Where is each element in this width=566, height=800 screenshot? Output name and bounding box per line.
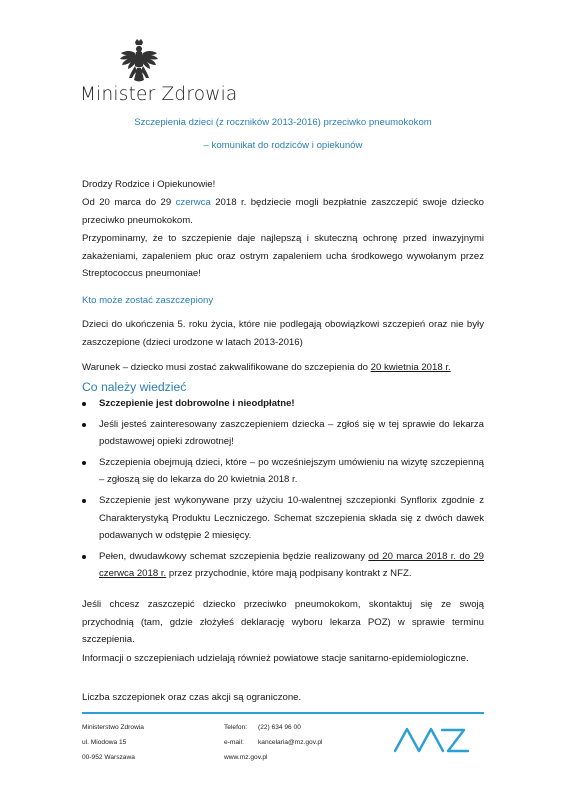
footer-labels: Telefon: e-mail: www.mz.gov.pl	[224, 720, 267, 765]
mz-logo-icon	[392, 723, 470, 755]
footer-divider	[82, 712, 484, 714]
footer-email[interactable]: kancelaria@mz.gov.pl	[258, 739, 323, 746]
intro-paragraph-1: Od 20 marca do 29 czerwca 2018 r. będziecie mogli bezpłatnie zaszczepić swoje dziecko przeciwko pneumokokom.	[82, 197, 485, 226]
closing-paragraph-2: Informacji o szczepieniach udzielają również powiatowe stacje sanitarno-epidemiologiczne.	[82, 653, 469, 664]
eagle-emblem-icon	[118, 38, 160, 86]
campaign-dates: od 20 marca 2018 r. do 29 czerwca 2018 r.	[99, 550, 484, 580]
list-item: Szczepienie jest dobrowolne i nieodpłatne!	[82, 395, 484, 413]
section-heading-who: Kto może zostać zaszczepiony	[82, 295, 214, 306]
footer-contact: (22) 634 96 00 kancelaria@mz.gov.pl	[258, 720, 322, 765]
info-list	[82, 395, 484, 583]
condition-date: 20 kwietnia 2018 r.	[370, 362, 451, 373]
list-item: Jeśli jesteś zainteresowany zaszczepieniem dziecka – zgłoś się w tej sprawie do lekarza podstawowej opieki zdrowotnej!	[82, 416, 484, 451]
closing-paragraph-1: Jeśli chcesz zaszczepić dziecko przeciwko pneumokokom, skontaktuj się ze swoją przychodnią (tam, gdzie złożyłeś deklarację wyboru lekarza POZ) w sprawie terminu szczepienia.	[82, 599, 484, 646]
list-item: Szczepienie jest wykonywane przy użyciu 10-walentnej szczepionki Synflorix zgodnie z Charakterystyką Produktu Leczniczego. Schemat szczepienia składa się z dwóch dawek podawanych w odstępie 2 miesięcy.	[82, 492, 484, 545]
condition-paragraph: Warunek – dziecko musi zostać zakwalifikowane do szczepienia do 20 kwietnia 2018 r.	[82, 362, 451, 373]
greeting: Drodzy Rodzice i Opiekunowie!	[82, 179, 216, 190]
section-heading-know: Co należy wiedzieć	[82, 380, 187, 394]
who-paragraph: Dzieci do ukończenia 5. roku życia, które nie podlegają obowiązkowi szczepień oraz nie były zaszczepione (dzieci urodzone w latach 2013-2016)	[82, 319, 484, 348]
highlight-june: czerwca	[175, 197, 211, 208]
document-title: Szczepienia dzieci (z roczników 2013-2016) przeciwko pneumokokom	[134, 117, 432, 128]
ministry-name: Minister Zdrowia	[80, 84, 238, 105]
list-item: Pełen, dwudawkowy schemat szczepienia będzie realizowany od 20 marca 2018 r. do 29 czerwca 2018 r. przez przychodnie, które mają podpisany kontrakt z NFZ.	[82, 548, 484, 583]
intro-paragraph-2: Przypominamy, że to szczepienie daje najlepszą i skuteczną ochronę przed inwazyjnymi zakażeniami, zapaleniem płuc oraz ostrym zapaleniem ucha środkowego wywołanym przez Streptococcus pneumoniae!	[82, 233, 484, 280]
document-subtitle: – komunikat do rodziców i opiekunów	[203, 140, 363, 151]
list-item: Szczepienia obejmują dzieci, które – po wcześniejszym umówieniu na wizytę szczepienną – zgłoszą się do lekarza do 20 kwietnia 2018 r.	[82, 454, 484, 489]
closing-paragraph-3: Liczba szczepionek oraz czas akcji są ograniczone.	[82, 692, 302, 703]
footer-website[interactable]: www.mz.gov.pl	[224, 754, 268, 761]
footer-address: Ministerstwo Zdrowia ul. Miodowa 15 00-952 Warszawa	[82, 724, 144, 761]
